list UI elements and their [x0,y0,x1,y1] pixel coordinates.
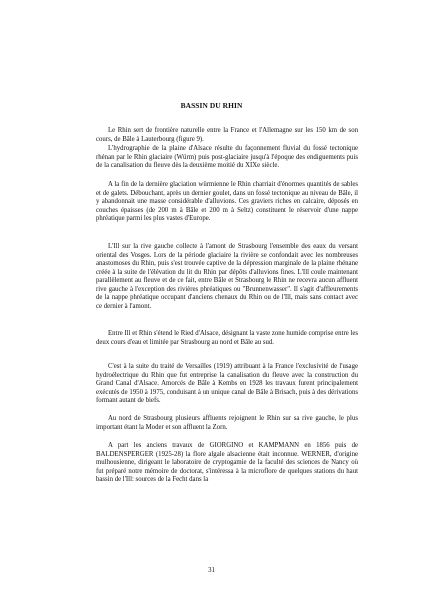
paragraph-4: L'Ill sur la rive gauche collecte à l'amont de Strasbourg l'ensemble des eaux du versant oriental des Vosges. Lors de la période glaciaire la rivière se confondait avec les nombreuses anastomoses du Rhin, puis s'est trouvée captive de la dépression marginale de la plaine rhénane créée à la suite de l'élévation du lit du Rhin par dépôts d'alluvions fines. L'Ill coule maintenant parallèlement au fleuve et de ce fait, entre Bâle et Strasbourg le Rhin ne recevra aucun affluent rive gauche à l'exception des rivières phréatiques ou "Brunnenwasser". Il s'agit d'affleurements de la nappe phréatique occupant d'anciens chenaux du Rhin ou de l'Ill, mais sans contact avec ce dernier à l'amont. [96,243,358,310]
paragraph-2: L'hydrographie de la plaine d'Alsace résulte du façonnement fluvial du fossé tectonique rhénan par le Rhin glaciaire (Würm) puis post-glaciaire jusqu'à l'époque des endiguements puis de la canalisation du fleuve dès la deuxième moitié du XIXe siècle. [96,145,358,170]
paragraph-6: C'est à la suite du traité de Versailles (1919) attribuant à la France l'exclusivité de l'usage hydroélectrique du Rhin que fut entreprise la canalisation du fleuve avec la construction du Grand Canal d'Alsace. Amorcés de Bâle à Kembs en 1928 les travaux furent principalement exécutés de 1950 à 1975, conduisant à un unique canal de Bâle à Brisach, puis à des dérivations formant autant de biefs. [96,363,358,405]
paragraph-7: Au nord de Strasbourg plusieurs affluents rejoignent le Rhin sur sa rive gauche, le plus important étant la Moder et son affluent la Zorn. [96,415,358,431]
paragraph-3: A la fin de la dernière glaciation würmienne le Rhin charriait d'énormes quantités de sables et de galets. Débouchant, après un dernier goulet, dans un fossé tectonique au niveau de Bâle, il y abandonnait une masse considérable d'alluvions. Ces graviers riches en calcaire, déposés en couches épaisses (de 200 m à Bâle et 200 m à Seltz) constituent le réservoir d'une nappe phréatique parmi les plus vastes d'Europe. [96,181,358,223]
paragraph-1: Le Rhin sert de frontière naturelle entre la France et l'Allemagne sur les 150 km de son cours, de Bâle à Lauterbourg (figure 9). [96,127,358,143]
paragraph-8: A part les anciens travaux de GIORGINO et KAMPMANN en 1856 puis de BALDENSPERGER (1925-28) la flore algale alsacienne était inconnue. WERNER, d'origine mulhousienne, dirigeant le laboratoire de cryptogamie de la faculté des sciences de Nancy où fut préparé notre mémoire de doctorat, s'intéressa à la microflore de quelques stations du haut bassin de l'Ill: sources de la Fecht dans la [96,442,358,484]
page-number: 31 [208,567,215,574]
paragraph-5: Entre Ill et Rhin s'étend le Ried d'Alsace, désignant la vaste zone humide comprise entre les deux cours d'eau et limitée par Strasbourg au nord et Bâle au sud. [96,330,358,346]
page-title: BASSIN DU RHIN [180,101,243,110]
